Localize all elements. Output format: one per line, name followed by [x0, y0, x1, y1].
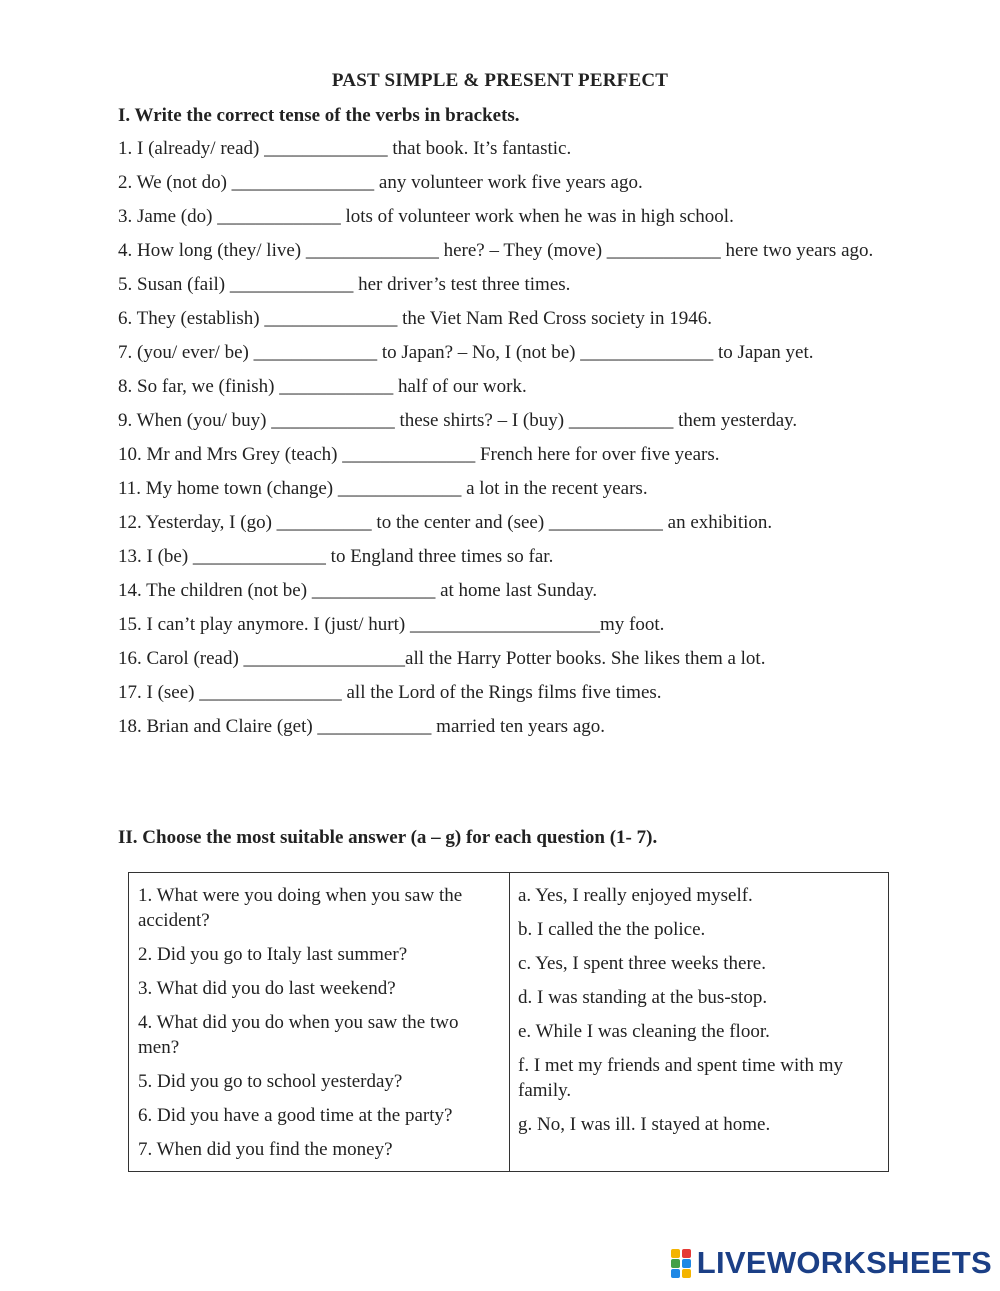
question-item: 18. Brian and Claire (get) ____________ married ten years ago. — [118, 716, 605, 737]
question-item: 10. Mr and Mrs Grey (teach) ______________ French here for over five years. — [118, 444, 720, 465]
match-question: 3. What did you do last weekend? — [138, 978, 396, 999]
section-2-heading: II. Choose the most suitable answer (a – g) for each question (1- 7). — [118, 827, 658, 848]
question-item: 11. My home town (change) _____________ a lot in the recent years. — [118, 478, 648, 499]
liveworksheets-logo-icon — [671, 1248, 693, 1278]
match-question: 6. Did you have a good time at the party? — [138, 1105, 453, 1126]
question-item: 7. (you/ ever/ be) _____________ to Japan? – No, I (not be) ______________ to Japan yet. — [118, 342, 814, 363]
question-item: 14. The children (not be) _____________ at home last Sunday. — [118, 580, 598, 601]
logo-text: LIVEWORKSHEETS — [696, 1245, 992, 1280]
match-answer: a. Yes, I really enjoyed myself. — [518, 885, 753, 906]
question-item: 13. I (be) ______________ to England three times so far. — [118, 546, 554, 567]
match-answer: e. While I was cleaning the floor. — [518, 1021, 770, 1042]
match-question: 5. Did you go to school yesterday? — [138, 1071, 403, 1092]
match-question: 4. What did you do when you saw the two men? — [138, 1012, 459, 1058]
page-title: PAST SIMPLE & PRESENT PERFECT — [331, 70, 669, 91]
match-question: 7. When did you find the money? — [138, 1139, 393, 1160]
liveworksheets-logo — [671, 1245, 992, 1281]
matching-table — [128, 872, 889, 1172]
match-answer: d. I was standing at the bus-stop. — [518, 987, 768, 1008]
question-item: 12. Yesterday, I (go) __________ to the center and (see) ____________ an exhibition. — [118, 512, 773, 533]
question-item: 5. Susan (fail) _____________ her driver’s test three times. — [118, 274, 571, 295]
match-answer: f. I met my friends and spent time with my family. — [518, 1055, 844, 1101]
section-1-heading: I. Write the correct tense of the verbs in brackets. — [118, 105, 520, 126]
question-item: 16. Carol (read) _________________all the Harry Potter books. She likes them a lot. — [118, 648, 766, 669]
match-answer: g. No, I was ill. I stayed at home. — [518, 1114, 771, 1135]
question-item: 4. How long (they/ live) ______________ here? – They (move) ____________ here two years ago. — [118, 240, 874, 261]
section-1-question-list — [118, 136, 888, 748]
match-answer: b. I called the the police. — [518, 919, 706, 940]
question-item: 1. I (already/ read) _____________ that book. It’s fantastic. — [118, 138, 572, 159]
question-item: 15. I can’t play anymore. I (just/ hurt) ____________________my foot. — [118, 614, 665, 635]
question-item: 9. When (you/ buy) _____________ these shirts? – I (buy) ___________ them yesterday. — [118, 410, 798, 431]
question-item: 8. So far, we (finish) ____________ half of our work. — [118, 376, 527, 397]
match-answer: c. Yes, I spent three weeks there. — [518, 953, 766, 974]
question-item: 17. I (see) _______________ all the Lord of the Rings films five times. — [118, 682, 662, 703]
question-item: 2. We (not do) _______________ any volunteer work five years ago. — [118, 172, 643, 193]
question-item: 6. They (establish) ______________ the Viet Nam Red Cross society in 1946. — [118, 308, 712, 329]
answers-column — [510, 873, 888, 1171]
question-item: 3. Jame (do) _____________ lots of volunteer work when he was in high school. — [118, 206, 734, 227]
match-question: 2. Did you go to Italy last summer? — [138, 944, 408, 965]
questions-column — [129, 873, 510, 1171]
match-question: 1. What were you doing when you saw the accident? — [138, 885, 463, 931]
